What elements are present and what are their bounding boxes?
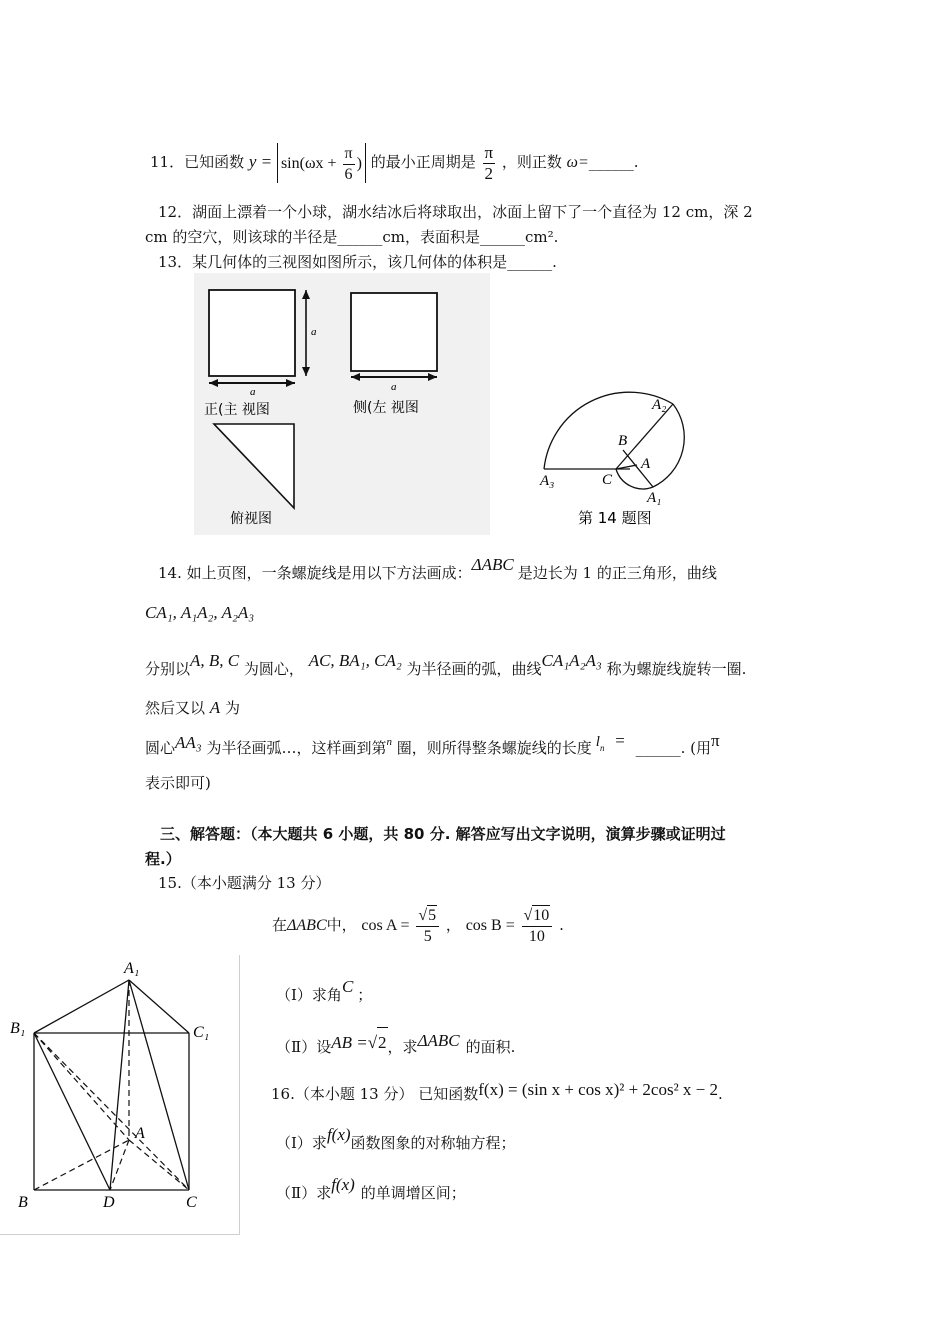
spiral-label-a: A xyxy=(641,456,651,472)
q16-part1-f: f(x) xyxy=(326,1125,351,1144)
side-view-square xyxy=(351,293,437,371)
q14-radii: AC, BA₁, CA₂ xyxy=(308,651,402,670)
q11-frac-den: 6 xyxy=(344,165,353,183)
q15-part2-sqrt-value: 2 xyxy=(377,1027,388,1058)
prism-edge-a1-c1 xyxy=(129,980,189,1033)
q14-line3 xyxy=(145,651,747,684)
q11-period-fraction xyxy=(483,143,496,184)
q14-line5 xyxy=(145,733,720,763)
q14-line4 xyxy=(145,698,240,718)
q11-line xyxy=(150,140,639,184)
q15-zhong: 中， xyxy=(326,916,357,934)
q14-curves: CA₁, A₁A₂, A₂A₃ xyxy=(145,603,255,622)
q11-frac-num: π xyxy=(343,144,355,165)
front-view-dim-a-horizontal: a xyxy=(250,386,256,398)
prism-label-c: C xyxy=(186,1194,197,1211)
q14-curve-full: CA₁A₂A₃ xyxy=(541,651,602,670)
q14-p5a: 圆心 xyxy=(145,739,176,757)
q16-period: . xyxy=(718,1085,723,1103)
q15-part1-var: C xyxy=(341,977,354,996)
prism-label-d: D xyxy=(103,1194,115,1211)
q15-period: . xyxy=(559,916,564,934)
spiral-label-a2: A₂ xyxy=(652,397,667,413)
q16-header xyxy=(271,1079,723,1109)
front-view-arrow-top xyxy=(302,290,310,299)
side-view-arrow-left xyxy=(351,373,360,381)
q11-prefix: 已知函数 xyxy=(184,153,245,171)
q16-part2 xyxy=(276,1175,466,1208)
q14-p5-n: n xyxy=(386,736,392,748)
q16-func: f(x) = (sin x + cos x)² + 2cos² x − 2 xyxy=(478,1080,719,1099)
q14-p3c: 为半径画的弧，曲线 xyxy=(406,660,542,678)
q15-comma: ， xyxy=(445,916,461,934)
q14-p3b: 为圆心， xyxy=(243,660,304,678)
q16-part2-post: 的单调增区间； xyxy=(360,1184,466,1202)
q14-p4a: 然后又以 xyxy=(145,699,206,717)
prism-edge-b1-d xyxy=(34,1033,110,1190)
q15-cosA-num: 5 xyxy=(428,907,437,924)
q15-part2-pre: （Ⅱ）设 xyxy=(276,1038,332,1056)
q15-cosA-num-wrap: √5 xyxy=(416,905,439,927)
front-view-arrow-right xyxy=(286,379,295,387)
q14-line1 xyxy=(158,555,717,585)
q16-part2-f: f(x) xyxy=(331,1175,355,1194)
prism-edge-a1-d xyxy=(110,980,129,1190)
q14-p5-l-sub: n xyxy=(599,743,605,753)
q14-number: 14. xyxy=(158,564,182,582)
q15-part2-post: 的面积. xyxy=(465,1038,516,1056)
q12-line2: cm 的空穴，则该球的半径是______cm，表面积是______cm². xyxy=(145,228,559,246)
q11-abs-bracket xyxy=(277,143,366,183)
q11-mid: 的最小正周期是 xyxy=(370,153,476,171)
q16-part1-pre: （Ⅰ）求 xyxy=(276,1134,327,1152)
prism-hidden-b1-a xyxy=(34,1033,129,1140)
q14-p3d: 称为螺旋线旋转一圈. xyxy=(606,660,747,678)
q15-part1-post: ； xyxy=(357,986,373,1004)
prism-label-a1: A₁ xyxy=(124,960,140,977)
front-view-arrow-left xyxy=(209,379,218,387)
front-view-square xyxy=(209,290,295,376)
q15-part2 xyxy=(276,1031,515,1061)
prism-edge-b1-a1 xyxy=(34,980,129,1033)
q16-header-text: 16.（本小题 13 分） 已知函数 xyxy=(271,1085,479,1103)
front-view-dim-a-vertical: a xyxy=(311,326,317,338)
q11-number: 11． xyxy=(150,153,185,171)
q14-centers: A, B, C xyxy=(190,651,240,670)
q14-p4b: 为 xyxy=(224,699,240,717)
q13-text: 13．某几何体的三视图如图所示，该几何体的体积是______. xyxy=(158,253,557,271)
prism-label-a: A xyxy=(135,1125,145,1142)
prism-figure xyxy=(0,955,240,1235)
q15-header: 15.（本小题满分 13 分） xyxy=(158,874,331,892)
q15-cosA-den: 5 xyxy=(423,928,432,945)
q14-p5b: 为半径画弧…，这样画到第 xyxy=(206,739,387,757)
prism-label-b1: B₁ xyxy=(10,1020,26,1037)
spiral-figure xyxy=(530,388,690,528)
prism-label-c1: C₁ xyxy=(193,1024,210,1041)
front-view-label: 正(主 视图 xyxy=(204,402,270,418)
q15-part2-sqrt: √2 xyxy=(368,1033,388,1052)
spiral-arc-right xyxy=(653,404,684,487)
q14-p5-pi: π xyxy=(711,731,720,750)
q11-blank: ______. xyxy=(588,153,639,171)
q14-p3a: 分别以 xyxy=(145,660,191,678)
spiral-label-a3: A₃ xyxy=(540,473,555,489)
side-view-label: 侧(左 视图 xyxy=(353,400,419,416)
spiral-label-b: B xyxy=(618,433,628,449)
spiral-caption: 第 14 题图 xyxy=(578,509,652,527)
q15-part2-ab: AB = xyxy=(331,1033,368,1052)
spiral-label-a1: A₁ xyxy=(647,490,662,506)
q14-p5-l: l xyxy=(595,734,600,750)
q15-cosA-fraction xyxy=(416,905,439,947)
q15-cosA: cos A = xyxy=(361,917,410,934)
q14-p5-radius: AA₃ xyxy=(175,733,202,752)
q15-cosB-num: 10 xyxy=(533,907,550,924)
q11-period-num: π xyxy=(484,142,494,162)
q15-part1-pre: （Ⅰ）求角 xyxy=(276,986,342,1004)
q12-line1: 12．湖面上漂着一个小球，湖水结冰后将球取出，冰面上留下了一个直径为 12 cm，深 2 xyxy=(158,203,753,221)
q14-p5-eq: = xyxy=(615,731,625,750)
q11-omega: ω= xyxy=(566,154,589,171)
front-view-arrow-bottom xyxy=(302,367,310,376)
q14-p1: 如上页图，一条螺旋线是用以下方法画成： xyxy=(186,564,472,582)
q15-given xyxy=(272,900,564,950)
q15-tri: ΔABC xyxy=(287,917,327,934)
q15-cosB: cos B = xyxy=(465,917,515,934)
q15-cosB-num-wrap: √10 xyxy=(522,905,553,927)
q15-part1 xyxy=(276,977,373,1010)
q11-func-inner: sin(ωx + xyxy=(280,155,341,172)
side-view-dim-a: a xyxy=(391,381,397,393)
section3-line2: 程.） xyxy=(145,850,181,868)
top-view-label: 俯视图 xyxy=(230,511,272,527)
prism-label-b: B xyxy=(18,1194,28,1211)
top-view-triangle xyxy=(214,424,294,508)
q16-part1-post: 函数图象的对称轴方程； xyxy=(350,1134,516,1152)
q15-part2-mid: ，求 xyxy=(387,1038,418,1056)
q11-func-fraction xyxy=(343,144,355,185)
q16-part2-pre: （Ⅱ）求 xyxy=(276,1184,332,1202)
q14-line6: 表示即可) xyxy=(145,774,211,792)
q15-cosB-fraction xyxy=(522,905,553,947)
prism-edge-a1-c xyxy=(129,980,189,1190)
q14-p2: 是边长为 1 的正三角形，曲线 xyxy=(517,564,717,582)
three-views-drawing xyxy=(194,273,490,535)
q15-part2-tri: ΔABC xyxy=(417,1031,460,1050)
q14-p5c: 圈，则所得整条螺旋线的长度 xyxy=(396,739,592,757)
q14-p4-var: A xyxy=(209,698,221,717)
q15-cosB-den: 10 xyxy=(528,928,545,945)
q11-func-close: ) xyxy=(356,155,362,172)
side-view-arrow-right xyxy=(428,373,437,381)
prism-hidden-b-a xyxy=(34,1140,129,1190)
q14-p5d: ______. (用 xyxy=(635,739,712,757)
q11-period-den: 2 xyxy=(484,163,494,183)
q14-tri: ΔABC xyxy=(471,555,514,574)
q16-part1 xyxy=(276,1125,516,1158)
q11-func-lhs: y = xyxy=(248,152,273,171)
q11-post: ，则正数 xyxy=(501,153,562,171)
prism-hidden-a-c xyxy=(129,1140,189,1190)
q15-in: 在 xyxy=(272,916,288,934)
spiral-label-c: C xyxy=(602,472,613,488)
section3-line1: 三、解答题：（本大题共 6 小题，共 80 分. 解答应写出文字说明，演算步骤或证明过 xyxy=(160,825,726,843)
